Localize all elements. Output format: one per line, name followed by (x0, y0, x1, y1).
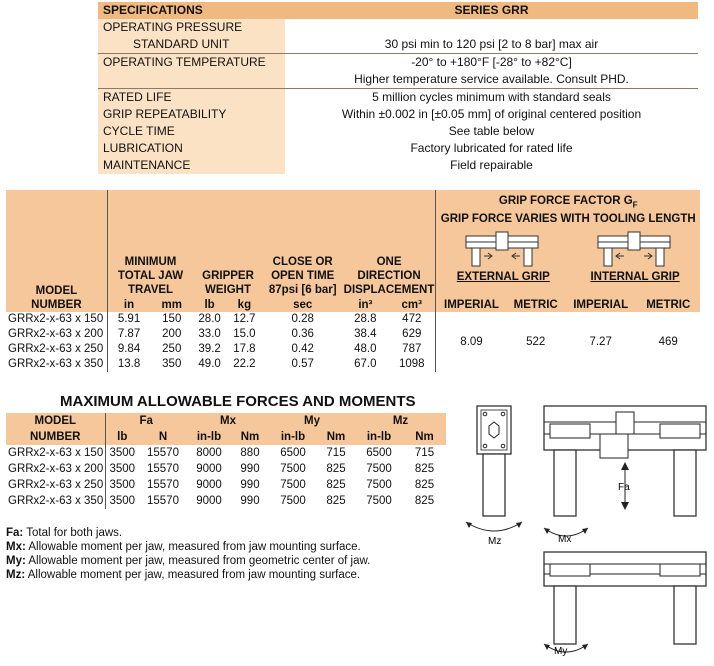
cell: 0.57 (291, 358, 314, 370)
cell: 28.8 (354, 313, 377, 325)
table-row (6, 445, 446, 461)
time-header-line1: CLOSE OR (272, 256, 333, 268)
cell: 7500 (366, 495, 392, 507)
model-header-label: MODEL (35, 285, 78, 297)
forces-heading: MAXIMUM ALLOWABLE FORCES AND MOMENTS (60, 393, 416, 410)
mx-label: Mx (558, 534, 572, 544)
spec-label: LUBRICATION (98, 140, 285, 157)
unit: Nm (403, 429, 446, 445)
displacement-header-line1: ONE (376, 256, 402, 268)
units-row (6, 298, 700, 312)
fa-label: Fa (618, 482, 630, 493)
grip-force-title-text: GRIP FORCE FACTOR G (498, 195, 633, 207)
spec-value: 5 million cycles minimum with standard seals (285, 89, 698, 107)
displacement-header-line2: DIRECTION (357, 270, 421, 282)
cell: 3500 (105, 461, 139, 477)
mz-label: Mz (488, 536, 502, 546)
forces-units-row (6, 429, 446, 445)
time-header-line2: OPEN TIME (271, 270, 335, 282)
spec-label: GRIP REPEATABILITY (98, 106, 285, 123)
cell: 7500 (366, 463, 392, 475)
cell: 0.42 (291, 343, 314, 355)
time-header-line3: 87psi [6 bar] (268, 284, 337, 296)
cell: 787 (402, 343, 422, 355)
cell: 629 (402, 328, 422, 340)
spec-value: Within ±0.002 in [±0.05 mm] of original centered position (341, 107, 642, 121)
side-view-mz-diagram (460, 404, 530, 546)
travel-header (107, 190, 193, 298)
cell: 15570 (147, 463, 179, 475)
cell: 990 (240, 479, 260, 491)
cell: 15570 (147, 447, 179, 459)
cell: 5.91 (107, 312, 150, 327)
cell: 825 (326, 479, 346, 491)
model-cell: GRRx2-x-63 x 200 (8, 463, 104, 475)
unit: Nm (231, 429, 269, 445)
spec-value: Field repairable (450, 158, 533, 172)
grip-factor-ext-metric: 522 (526, 335, 546, 348)
grip-factor-int-imperial: 7.27 (589, 335, 612, 348)
cell: 15570 (147, 495, 179, 507)
travel-header-line2: TOTAL JAW (117, 270, 184, 282)
forces-model-header: MODEL (6, 413, 105, 429)
cell: 22.2 (233, 358, 256, 370)
cell: 48.0 (354, 343, 377, 355)
unit-in3: in³ (343, 298, 388, 312)
unit: Nm (317, 429, 355, 445)
table-row (6, 461, 446, 477)
cell: 17.8 (233, 343, 256, 355)
unit: in-lb (355, 429, 403, 445)
spec-value (285, 19, 698, 36)
internal-grip-icon (596, 230, 672, 268)
unit: lb (105, 429, 139, 445)
cell: 8000 (196, 447, 222, 459)
cell: 38.4 (354, 328, 377, 340)
unit-lb: lb (193, 298, 226, 312)
specs-row (98, 123, 698, 140)
cell: 13.8 (107, 357, 150, 372)
spec-label: RATED LIFE (98, 89, 285, 107)
model-header (6, 190, 107, 298)
specs-row (98, 157, 698, 174)
legend-item (6, 568, 370, 582)
cell: 39.2 (198, 343, 221, 355)
performance-table (6, 190, 700, 372)
legend-key: Mz: (6, 569, 26, 581)
front-view-my-diagram (540, 548, 710, 662)
weight-header-line2: WEIGHT (205, 284, 252, 296)
specs-row (98, 106, 698, 123)
spec-value: Factory lubricated for rated life (410, 141, 573, 155)
cell: 990 (240, 495, 260, 507)
unit-metric-int: METRIC (636, 298, 700, 312)
cell: 28.0 (198, 313, 221, 325)
cell: 3500 (105, 445, 139, 461)
spec-value: See table below (448, 124, 535, 138)
legend-text: Allowable moment per jaw, measured from jaw mounting surface. (28, 541, 361, 553)
cell: 715 (326, 447, 346, 459)
legend-text: Allowable moment per jaw, measured from jaw mounting surface. (27, 569, 361, 581)
cell: 67.0 (354, 358, 377, 370)
front-view-mx-fa-diagram (540, 404, 710, 544)
spec-value: 30 psi min to 120 psi [2 to 8 bar] max air (384, 37, 599, 51)
legend-key: Fa: (6, 527, 24, 539)
group-my: My (269, 413, 355, 429)
cell: 250 (162, 343, 182, 355)
group-fa: Fa (105, 413, 187, 429)
grip-force-title (436, 194, 700, 212)
specs-row (98, 89, 698, 107)
external-grip-label: EXTERNAL GRIP (456, 271, 550, 284)
cell: 15.0 (233, 328, 256, 340)
cell: 0.28 (291, 313, 314, 325)
time-header (263, 190, 343, 298)
performance-header-row (6, 190, 700, 298)
cell: 15570 (147, 479, 179, 491)
spec-label: OPERATING TEMPERATURE (98, 54, 285, 72)
travel-header-line3: TRAVEL (127, 284, 174, 296)
cell: 7.87 (107, 327, 150, 342)
model-cell: GRRx2-x-63 x 150 (8, 313, 104, 325)
cell: 715 (414, 447, 435, 459)
model-cell: GRRx2-x-63 x 350 (8, 358, 104, 370)
cell: 0.36 (291, 328, 314, 340)
weight-header-line1: GRIPPER (202, 270, 254, 282)
cell: 990 (240, 463, 260, 475)
cell: 7500 (280, 495, 306, 507)
spec-label: STANDARD UNIT (98, 36, 285, 54)
unit: in-lb (187, 429, 231, 445)
model-cell: GRRx2-x-63 x 250 (8, 479, 104, 491)
cell: 200 (162, 328, 182, 340)
unit-imperial-ext: IMPERIAL (436, 298, 507, 312)
unit-sec: sec (263, 298, 343, 312)
grip-type-labels (436, 270, 700, 284)
cell: 12.7 (233, 313, 256, 325)
unit: in-lb (269, 429, 317, 445)
model-cell: GRRx2-x-63 x 200 (8, 328, 104, 340)
grip-factor-ext-imperial: 8.09 (436, 312, 507, 372)
spec-label: CYCLE TIME (98, 123, 285, 140)
table-row (6, 493, 446, 509)
grip-force-subscript: F (632, 200, 638, 210)
legend-text: Total for both jaws. (26, 527, 123, 539)
cell: 49.0 (198, 358, 221, 370)
forces-number-header: NUMBER (6, 429, 105, 445)
my-label: My (554, 646, 568, 657)
travel-header-line1: MINIMUM (124, 256, 177, 268)
grip-factor-int-metric: 469 (658, 335, 678, 348)
cell: 33.0 (198, 328, 221, 340)
legend-item (6, 540, 370, 554)
grip-force-varies: GRIP FORCE VARIES WITH TOOLING LENGTH (440, 213, 696, 226)
group-mx: Mx (187, 413, 269, 429)
forces-table (6, 413, 446, 509)
model-cell: GRRx2-x-63 x 250 (8, 343, 104, 355)
model-cell: GRRx2-x-63 x 150 (8, 447, 104, 459)
spec-value: -20° to +180°F [-28° to +82°C] (285, 54, 698, 72)
legend-key: My: (6, 555, 26, 567)
cell: 150 (162, 313, 182, 325)
specs-row (98, 71, 698, 89)
unit-imperial-int: IMPERIAL (565, 298, 637, 312)
external-grip-icon (464, 230, 540, 268)
cell: 6500 (280, 447, 306, 459)
specs-row (98, 19, 698, 36)
model-cell: GRRx2-x-63 x 350 (8, 495, 104, 507)
legend-text: Allowable moment per jaw, measured from geometric center of jaw. (28, 555, 371, 567)
spec-label: MAINTENANCE (98, 157, 285, 174)
specifications-table (98, 2, 698, 174)
specs-header-label: SPECIFICATIONS (98, 2, 285, 19)
internal-grip-label: INTERNAL GRIP (590, 271, 680, 284)
specs-row (98, 140, 698, 157)
specs-header-row (98, 2, 698, 19)
cell: 825 (326, 463, 346, 475)
table-row (6, 312, 700, 327)
cell: 350 (162, 358, 182, 370)
unit-mm: mm (150, 298, 193, 312)
legend-key: Mx: (6, 541, 26, 553)
legend (6, 526, 370, 582)
number-header: NUMBER (6, 298, 107, 312)
unit: N (139, 429, 187, 445)
spec-label: OPERATING PRESSURE (98, 19, 285, 36)
cell: 825 (326, 495, 346, 507)
cell: 825 (414, 479, 435, 491)
cell: 7500 (280, 463, 306, 475)
spec-value: Higher temperature service available. Consult PHD. (354, 72, 629, 86)
legend-item (6, 526, 370, 540)
displacement-header-line3: DISPLACEMENT (343, 284, 435, 296)
specs-row (98, 54, 698, 72)
cell: 3500 (105, 493, 139, 509)
grip-force-header (436, 190, 700, 298)
cell: 9000 (196, 479, 222, 491)
unit-cm3: cm³ (388, 298, 436, 312)
unit-metric-ext: METRIC (507, 298, 565, 312)
grip-diagrams (436, 230, 700, 268)
cell: 7500 (280, 479, 306, 491)
cell: 1098 (398, 358, 425, 370)
table-row (6, 477, 446, 493)
unit-in: in (107, 298, 150, 312)
unit-kg: kg (226, 298, 263, 312)
cell: 825 (414, 495, 435, 507)
cell: 472 (402, 313, 422, 325)
cell: 880 (240, 447, 260, 459)
forces-header-row (6, 413, 446, 429)
spec-label (98, 71, 285, 89)
specs-header-series: SERIES GRR (285, 2, 698, 19)
legend-item (6, 554, 370, 568)
cell: 825 (414, 463, 435, 475)
cell: 6500 (366, 447, 392, 459)
cell: 7500 (366, 479, 392, 491)
weight-header (193, 190, 263, 298)
cell: 9000 (196, 463, 222, 475)
cell: 3500 (105, 477, 139, 493)
displacement-header (343, 190, 436, 298)
group-mz: Mz (355, 413, 446, 429)
specs-row (98, 36, 698, 54)
cell: 9000 (196, 495, 222, 507)
cell: 9.84 (107, 342, 150, 357)
